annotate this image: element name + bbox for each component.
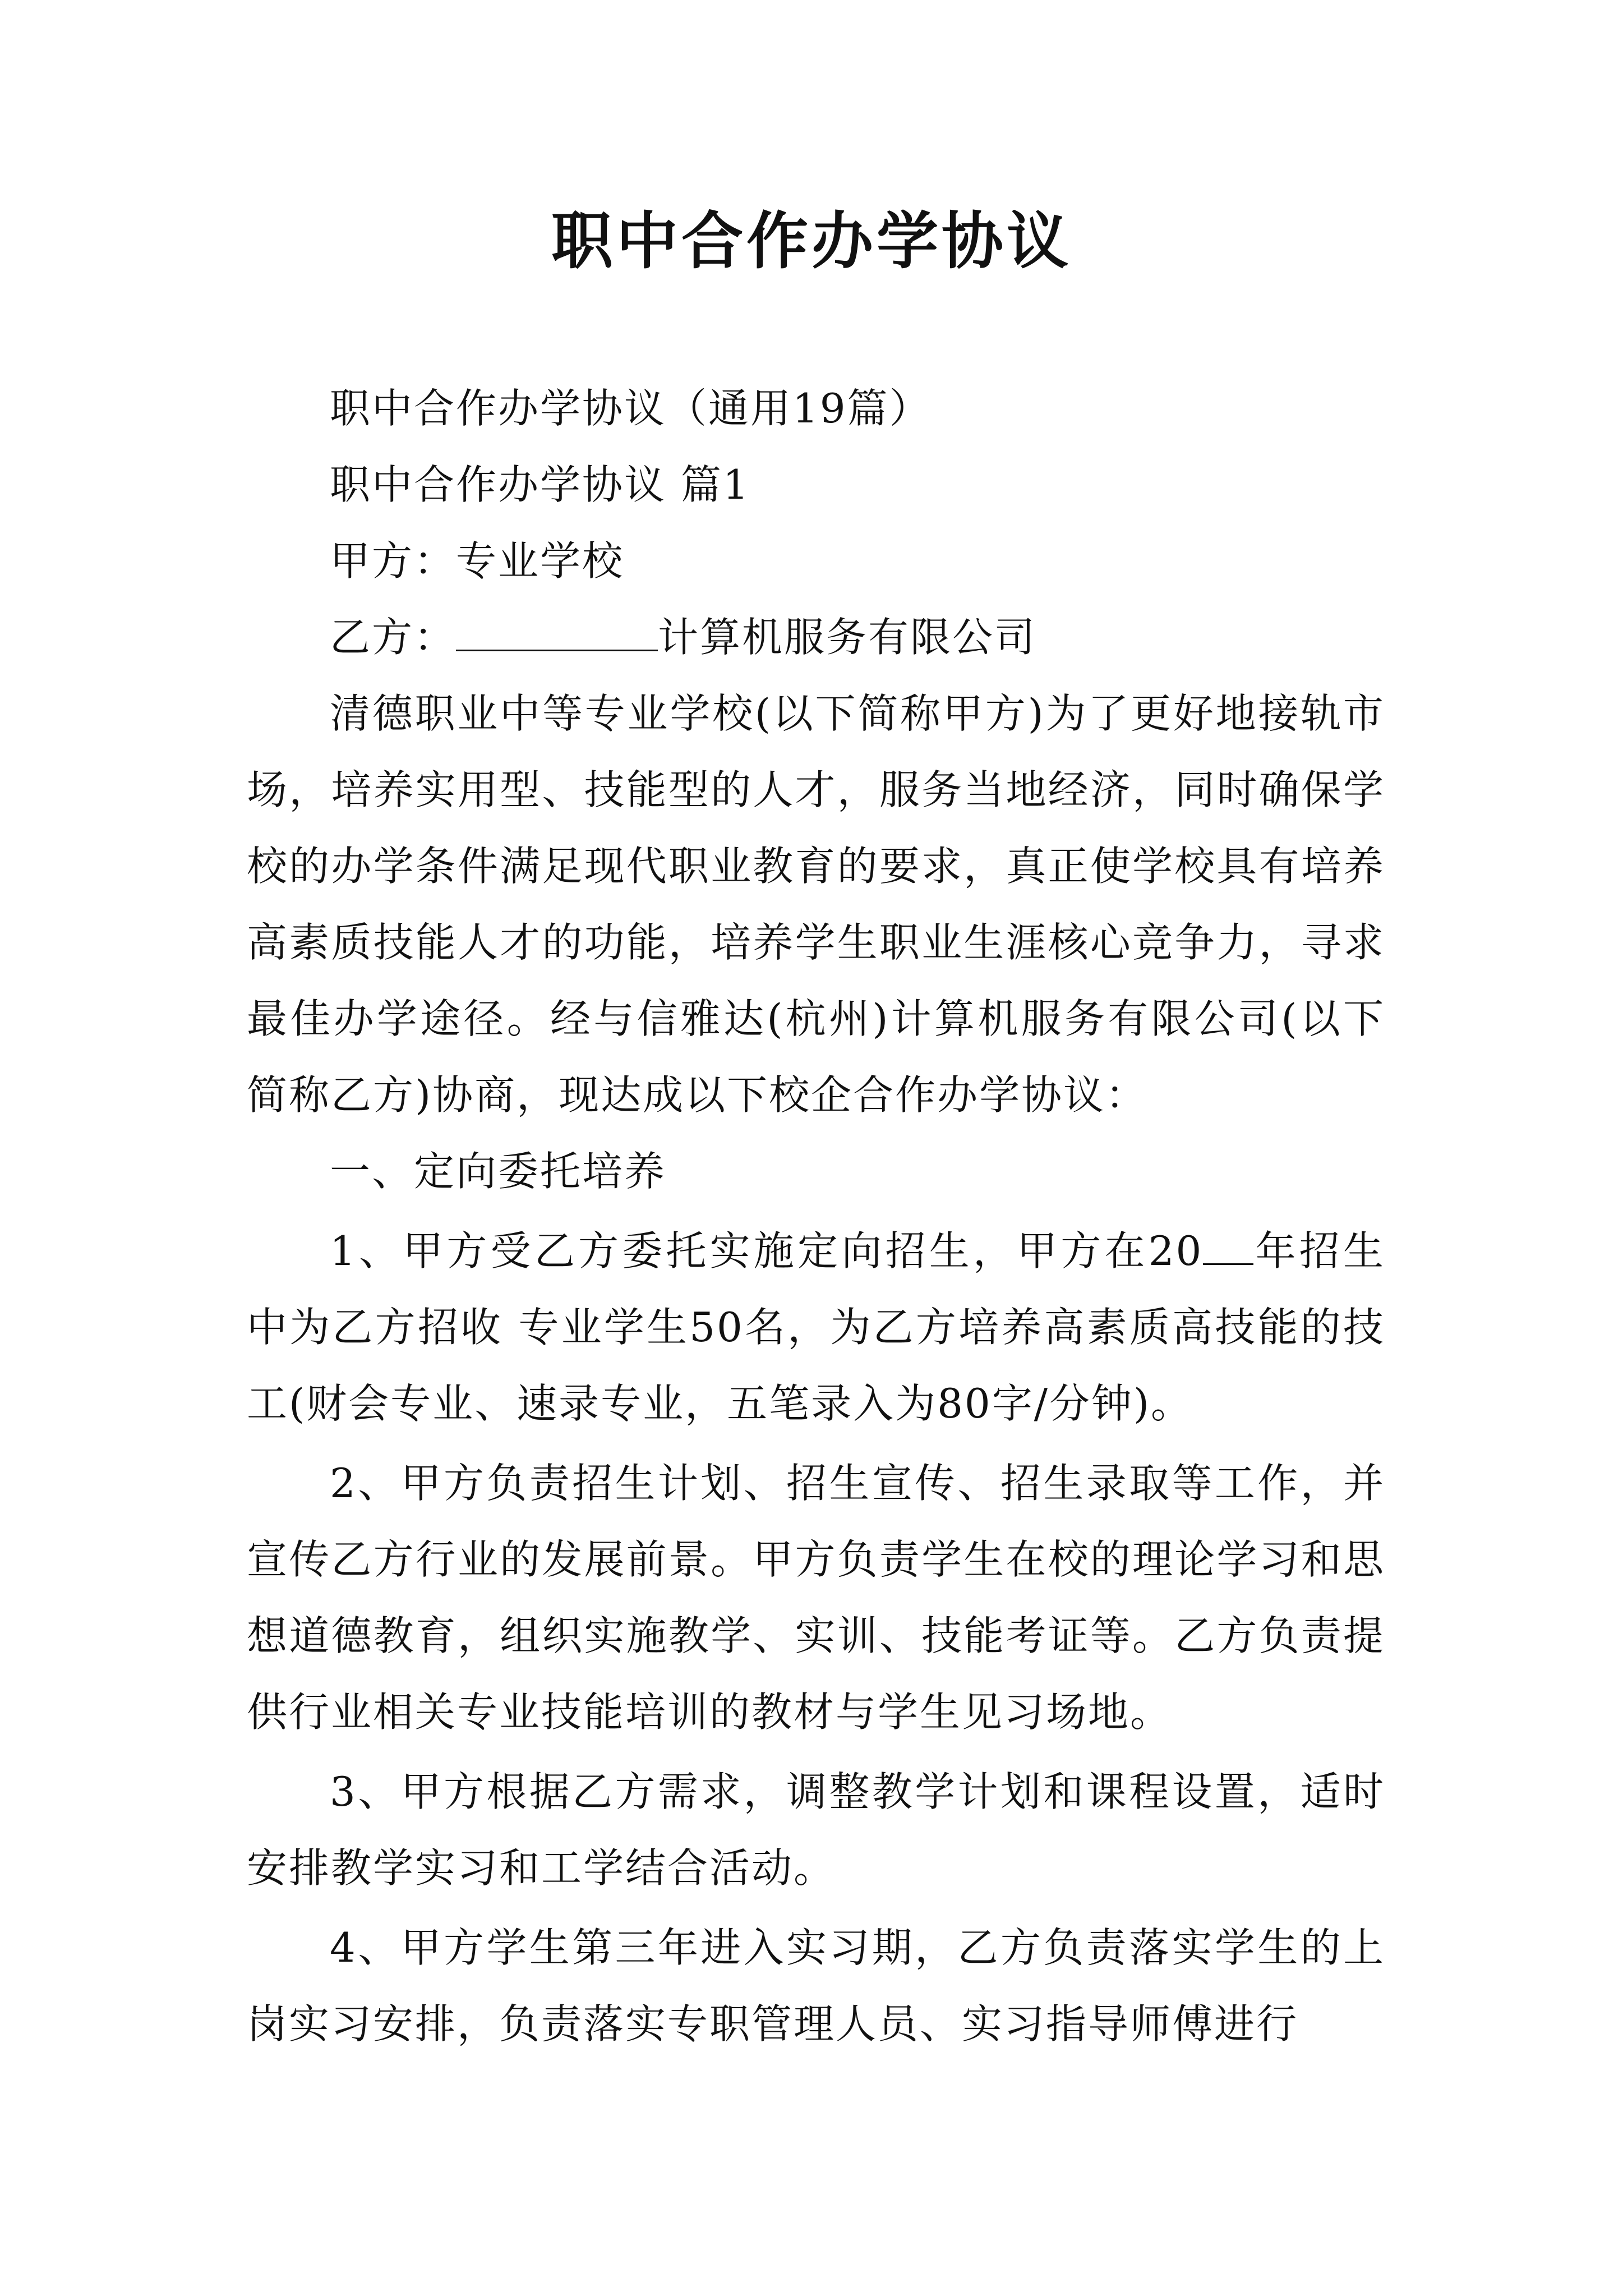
section-heading: 职中合作办学协议 篇1 (330, 461, 750, 508)
clause-1-suffix: 年招生中为乙方招收 专业学生50名，为乙方培养高素质高技能的技工(财会专业、速录专业，五笔录入为80字/分钟)。 (247, 1227, 1385, 1427)
intro-paragraph: 清德职业中等专业学校(以下简称甲方)为了更好地接轨市场，培养实用型、技能型的人才，服务当地经济，同时确保学校的办学条件满足现代职业教育的要求，真正使学校具有培养高素质技能人才的功能，培养学生职业生涯核心竞争力，寻求最佳办学途径。经与信雅达(杭州)计算机服务有限公司(以下简称乙方)协商，现达成以下校企合作办学协议： (247, 690, 1385, 1119)
party-a-line: 甲方：专业学校 (330, 537, 625, 585)
clause-3: 3、甲方根据乙方需求，调整教学计划和课程设置，适时安排教学实习和工学结合活动。 (247, 1768, 1385, 1892)
clause-4: 4、甲方学生第三年进入实习期，乙方负责落实学生的上岗实习安排，负责落实专职管理人员、实习指导师傅进行 (247, 1924, 1385, 2047)
party-b-prefix: 乙方： (330, 614, 457, 661)
section-one-heading: 一、定向委托培养 (330, 1148, 667, 1195)
clause-2: 2、甲方负责招生计划、招生宣传、招生录取等工作，并宣传乙方行业的发展前景。甲方负责学生在校的理论学习和思想道德教育，组织实施教学、实训、技能考证等。乙方负责提供行业相关专业技能培训的教材与学生见习场地。 (247, 1460, 1385, 1736)
year-blank (1203, 1231, 1253, 1265)
party-b-suffix: 计算机服务有限公司 (658, 614, 1037, 661)
clause-1-prefix: 1、甲方受乙方委托实施定向招生，甲方在20 (330, 1227, 1204, 1274)
party-b-blank (456, 617, 658, 651)
clause-1 (247, 1213, 1385, 1442)
document-body (247, 370, 1385, 2062)
party-b-line (247, 599, 1385, 675)
document-title: 职中合作办学协议 (551, 205, 1072, 277)
document-subtitle: 职中合作办学协议（通用19篇） (330, 385, 932, 432)
